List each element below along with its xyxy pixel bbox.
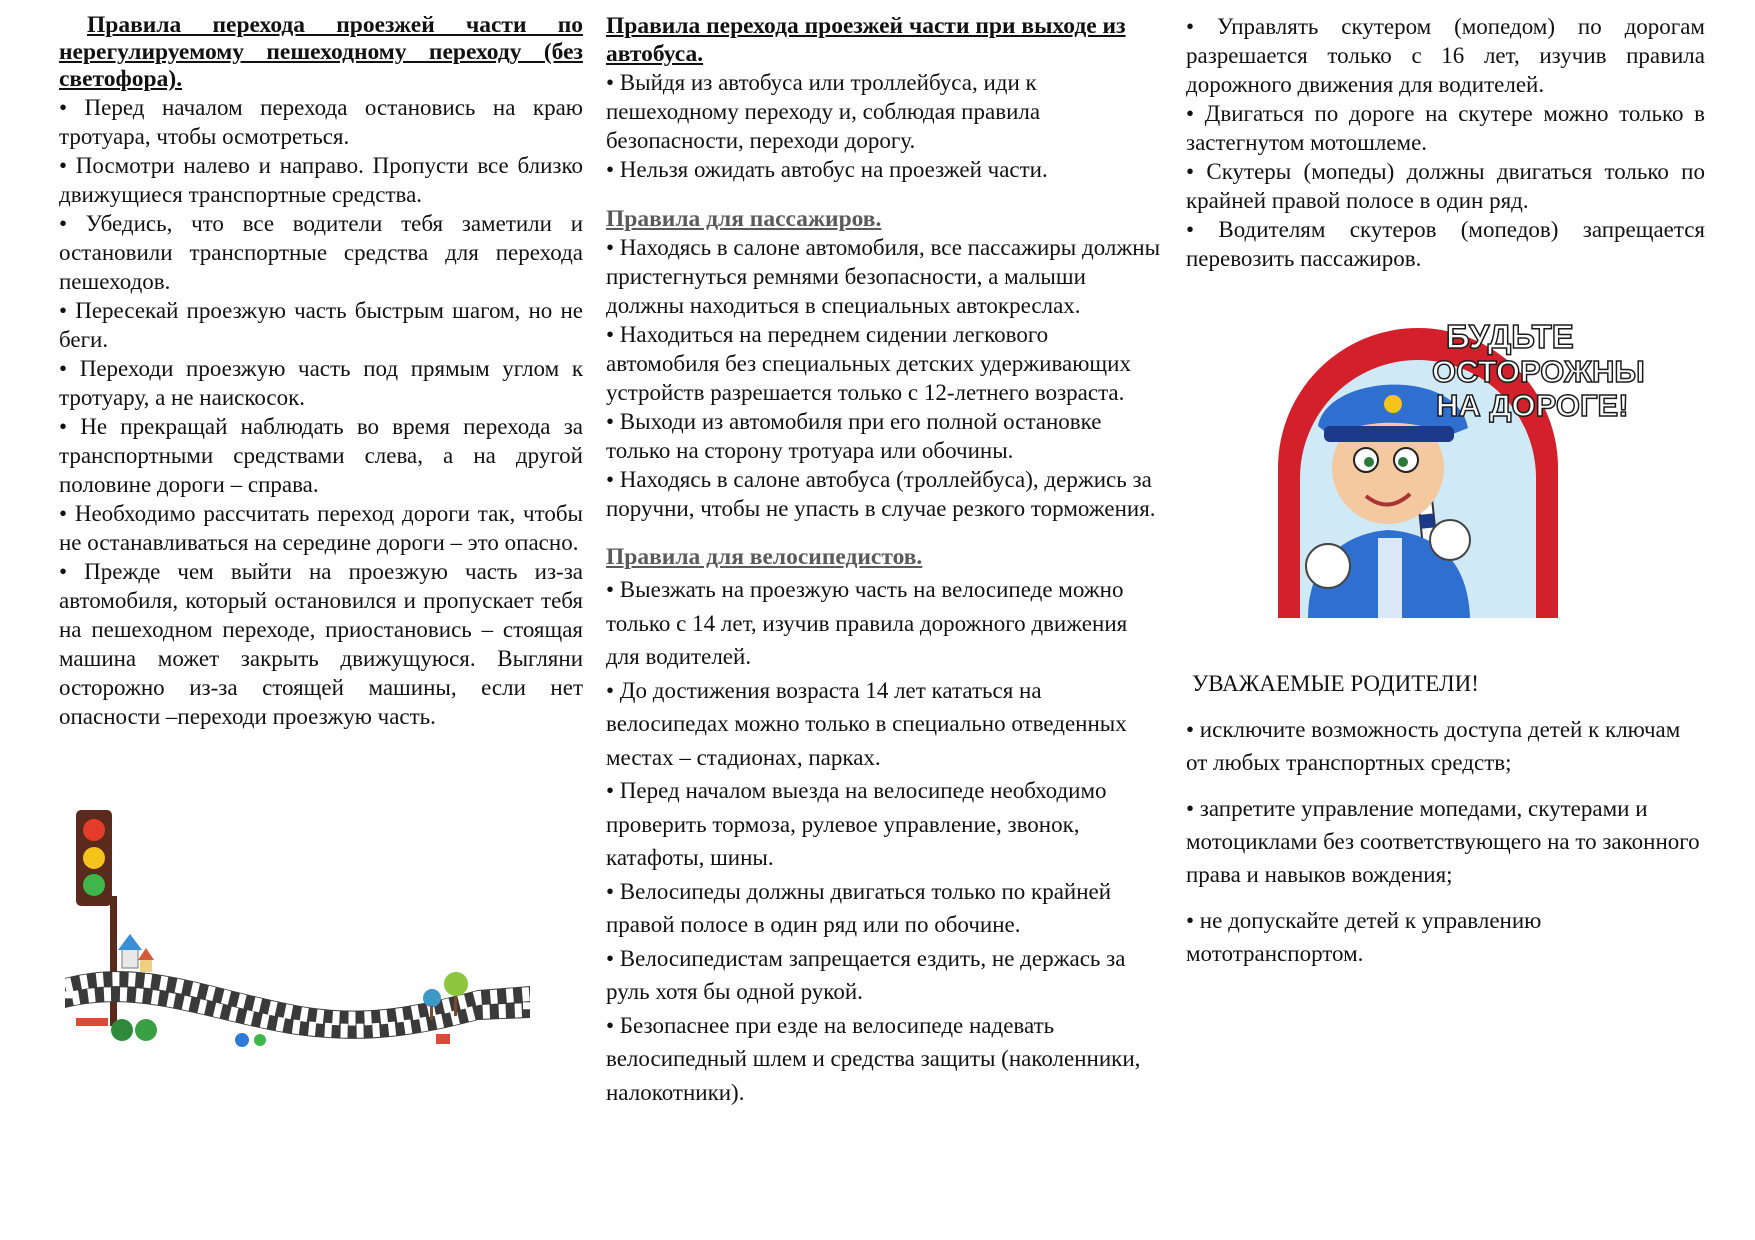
list-item: • Пересекай проезжую часть быстрым шагом, но не беги. [59, 298, 583, 352]
list-item: • не допускайте детей к управлению мототранспортом. [1186, 908, 1542, 966]
poster-line-1: БУДЬТЕ [1446, 318, 1574, 355]
heading-unregulated-crossing: Правила перехода проезжей части по нерегулируемому пешеходному переходу (без светофора). [59, 12, 583, 92]
parents-advice [1186, 713, 1705, 970]
cyclist-rules [606, 573, 1166, 1109]
parents-heading: УВАЖАЕМЫЕ РОДИТЕЛИ! [1192, 671, 1479, 696]
list-item: • Не прекращай наблюдать во время перехода за транспортными средствами слева, а на другой половине дороги – справа. [59, 414, 583, 497]
list-item: • Перед началом выезда на велосипеде необходимо проверить тормоза, рулевое управление, звонок, катафоты, шины. [606, 778, 1107, 870]
list-item: • Двигаться по дороге на скутере можно только в застегнутом мотошлеме. [1186, 101, 1705, 155]
list-item: • Находясь в салоне автомобиля, все пассажиры должны пристегнуться ремнями безопасности, а малыши должны находиться в специальных автокреслах. [606, 235, 1161, 318]
list-item: • Перед началом перехода остановись на краю тротуара, чтобы осмотреться. [59, 95, 583, 149]
list-item: • Переходи проезжую часть под прямым углом к тротуару, а не наискосок. [59, 356, 583, 410]
poster-line-3: НА ДОРОГЕ! [1436, 388, 1629, 423]
list-item: • Необходимо рассчитать переход дороги так, чтобы не останавливаться на середине дороги – это опасно. [59, 501, 583, 555]
list-item: • Водителям скутеров (мопедов) запрещается перевозить пассажиров. [1186, 217, 1705, 271]
traffic-officer-illustration [1238, 318, 1645, 618]
list-item: • Выходи из автомобиля при его полной остановке только на сторону тротуара или обочины. [606, 409, 1102, 463]
list-item: • Прежде чем выйти на проезжую часть из-за автомобиля, который остановился и пропускает тебя на пешеходном переходе, приостановись – стоящая машина может закрыть движущуюся. Выгляни осторожно из-за стоящей машины, если нет опасности –переходи проезжую часть. [59, 559, 583, 729]
list-item: • Выезжать на проезжую часть на велосипеде можно только с 14 лет, изучив правила дорожного движения для водителей. [606, 577, 1128, 669]
list-item: • Находиться на переднем сидении легкового автомобиля без специальных детских удерживающих устройств разрешается только с 12-летнего возраста. [606, 322, 1131, 405]
heading-passengers: Правила для пассажиров. [606, 206, 882, 232]
list-item: • запретите управление мопедами, скутерами и мотоциклами без соответствующего на то законного права и навыков вождения; [1186, 796, 1700, 887]
list-item: • Посмотри налево и направо. Пропусти все близко движущиеся транспортные средства. [59, 153, 583, 207]
column-bus-passengers-cyclists [606, 12, 1166, 1109]
poster-line-2: ОСТОРОЖНЫ [1432, 354, 1645, 389]
heading-bus-exit: Правила перехода проезжей части при выходе из автобуса. [606, 13, 1126, 67]
list-item: • Скутеры (мопеды) должны двигаться только по крайней правой полосе в один ряд. [1186, 159, 1705, 213]
road-illustration [60, 808, 540, 1068]
list-item: • Велосипеды должны двигаться только по крайней правой полосе в один ряд или по обочине. [606, 878, 1112, 937]
list-item: • Нельзя ожидать автобус на проезжей части. [606, 157, 1048, 182]
list-item: • Безопаснее при езде на велосипеде надевать велосипедный шлем и средства защиты (наколенники, налокотники). [606, 1012, 1141, 1105]
list-item: • исключите возможность доступа детей к ключам от любых транспортных средств; [1186, 717, 1681, 775]
list-item: • Велосипедистам запрещается ездить, не держась за руль хотя бы одной рукой. [606, 945, 1126, 1004]
list-item: • До достижения возраста 14 лет кататься на велосипедах можно только в специально отведенных местах – стадионах, парках. [606, 677, 1127, 770]
heading-cyclists: Правила для велосипедистов. [606, 544, 923, 570]
list-item: • Выйдя из автобуса или троллейбуса, иди к пешеходному переходу и, соблюдая правила безопасности, переходи дорогу. [606, 70, 1041, 153]
list-item: • Управлять скутером (мопедом) по дорогам разрешается только с 16 лет, изучив правила дорожного движения для водителей. [1186, 14, 1705, 97]
column-pedestrian-crossing [59, 12, 583, 731]
list-item: • Находясь в салоне автобуса (троллейбуса), держись за поручни, чтобы не упасть в случае резкого торможения. [606, 467, 1156, 521]
list-item: • Убедись, что все водители тебя заметили и остановили транспортные средства для перехода пешеходов. [59, 211, 583, 294]
